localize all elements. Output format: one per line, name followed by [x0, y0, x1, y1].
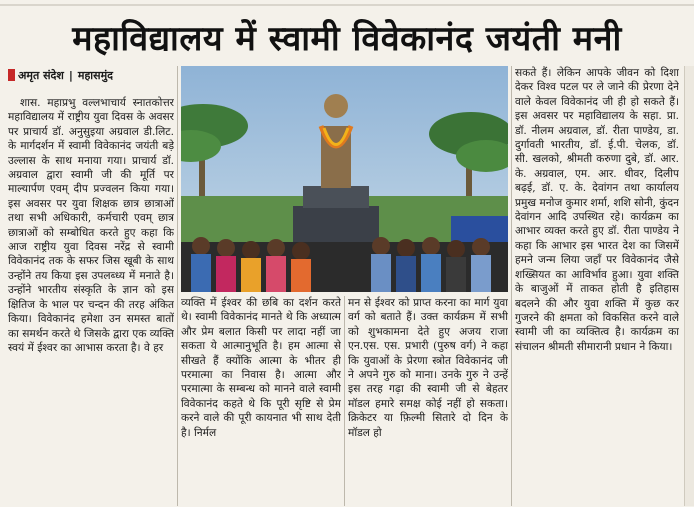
column-divider	[177, 66, 178, 506]
news-photo	[181, 66, 508, 292]
article-column-4: सकते हैं। लेकिन आपके जीवन को दिशा देकर विश्व पटल पर ले जाने की प्रेरणा देने वाले केवल विवेकानंद जी ही हो सकते हैं। इस अवसर पर महाविद्यालय के सहा. प्रा. डॉ. नीलम अग्रवाल, डॉ. रीता पाण्डेय, डा. दुर्गावती भारतीय, डॉ. ई.पी. चेलक, डॉ. सी. खलको, श्रीमती करुणा दुबे, डॉ. आर. के. अग्रवाल, एम. आर. धीवर, दिलीप बढ़ई, डॉ. ए. के. देवांगन तथा कार्यालय प्रमुख मनोज कुमार शर्मा, शशि सोनी, कुंदन देवांगन आदि उपस्थित रहे। कार्यक्रम का आभार व्यक्त करते हुए डॉ. रीता पाण्डेय ने कहा कि आभार इस भारत देश का जिसमें हमने जन्म लिया जहाँ पर विवेकानंद जैसे शख्सियत का आविर्भाव हुआ। युवा शक्ति के बाजुओं में ताकत होती है इतिहास बदलने की और युवा शक्ति में कुछ कर गुजरने की क्षमता को विकसित करने वाले स्वामी जी का व्यक्तित्व है। कार्यक्रम का संचालन श्रीमती सीमारानी प्रधान ने किया।	[515, 67, 679, 353]
column-divider	[344, 296, 345, 506]
photo-illustration	[181, 66, 508, 292]
byline-separator: |	[68, 68, 73, 82]
crowd	[181, 237, 508, 292]
byline-source: अमृत संदेश	[18, 68, 64, 82]
column-divider	[511, 66, 512, 506]
headline: महाविद्यालय में स्वामी विवेकानंद जयंती मनी	[72, 19, 622, 59]
byline	[8, 66, 113, 84]
article-column-1: शास. महाप्रभु वल्लभाचार्य स्नातकोत्तर महाविद्यालय में राष्ट्रीय युवा दिवस के अवसर पर प्राचार्य डॉ. अनुसुइया अग्रवाल डी.लिट. के मार्गदर्शन में स्वामी विवेकानंद जयंती बड़े उल्लास के साथ मनाया गया। प्राचार्य डॉ. अग्रवाल द्वारा स्वामी जी की मूर्ति पर माल्यार्पण एवम् दीप प्रज्वलन किया गया। इस अवसर पर युवा शिक्षक छात्र छात्राओं तथा सभी अधिकारी, कर्मचारी एवम् छात्र छात्राओं को सम्बोधित करते हुए कहा कि आज राष्ट्रीय युवा दिवस नरेंद्र से स्वामी विवेकानंद तक के सफर जिस खूबी के साथ उन्होंने तय किया इस उपलब्ध्य में मनाते है। उन्होंने भारतीय संस्कृति के ज्ञान को इस क्षितिज के भाल पर चन्दन की तरह अंकित किया। विवेकानंद हमेशा उन समस्त बातों का समर्थन करते थे जिसके द्वारा एक व्यक्ति स्वयं में ईश्वर का आभास करता है। वे हर	[8, 97, 174, 354]
top-rule	[0, 4, 694, 6]
byline-place: महासमुंद	[77, 68, 113, 82]
article-column-2: व्यक्ति में ईश्वर की छबि का दर्शन करते थे। स्वामी विवेकानंद मानते थे कि अध्यात्म और प्रेम बलात किसी पर लादा नहीं जा सकता ये आत्मानुभूति है। हम आत्मा से सीखते हैं क्योंकि आत्मा के भीतर ही परमात्मा का निवास है। आत्मा और परमात्मा के सम्बन्ध को मानने वाले स्वामी विवेकानंद कहते थे कि पूरी सृष्टि से प्रेम करने वाले की पूरी कायनात भी साथ देती है। निर्मल	[181, 297, 341, 439]
adjacent-article-edge	[684, 66, 694, 506]
brand-mark-icon	[8, 69, 15, 81]
article-column-3: मन से ईश्वर को प्राप्त करना का मार्ग युवा वर्ग को बताते हैं। उक्त कार्यक्रम में सभी को शुभकामना देते हुए अजय राजा एन.एस. एस. प्रभारी (पुरुष वर्ग) ने कहा कि युवाओं के प्रेरणा स्त्रोत विवेकानंद जी ने अपने गुरु को माना। उनके गुरु ने उन्हें इस तरह गढ़ा की स्वामी जी से बेहतर मॉडल हमारे समक्ष कोई नहीं हो सकता। क्रिकेटर या फ़िल्मी सितारे दो दिन के मॉडल हो	[348, 297, 508, 439]
